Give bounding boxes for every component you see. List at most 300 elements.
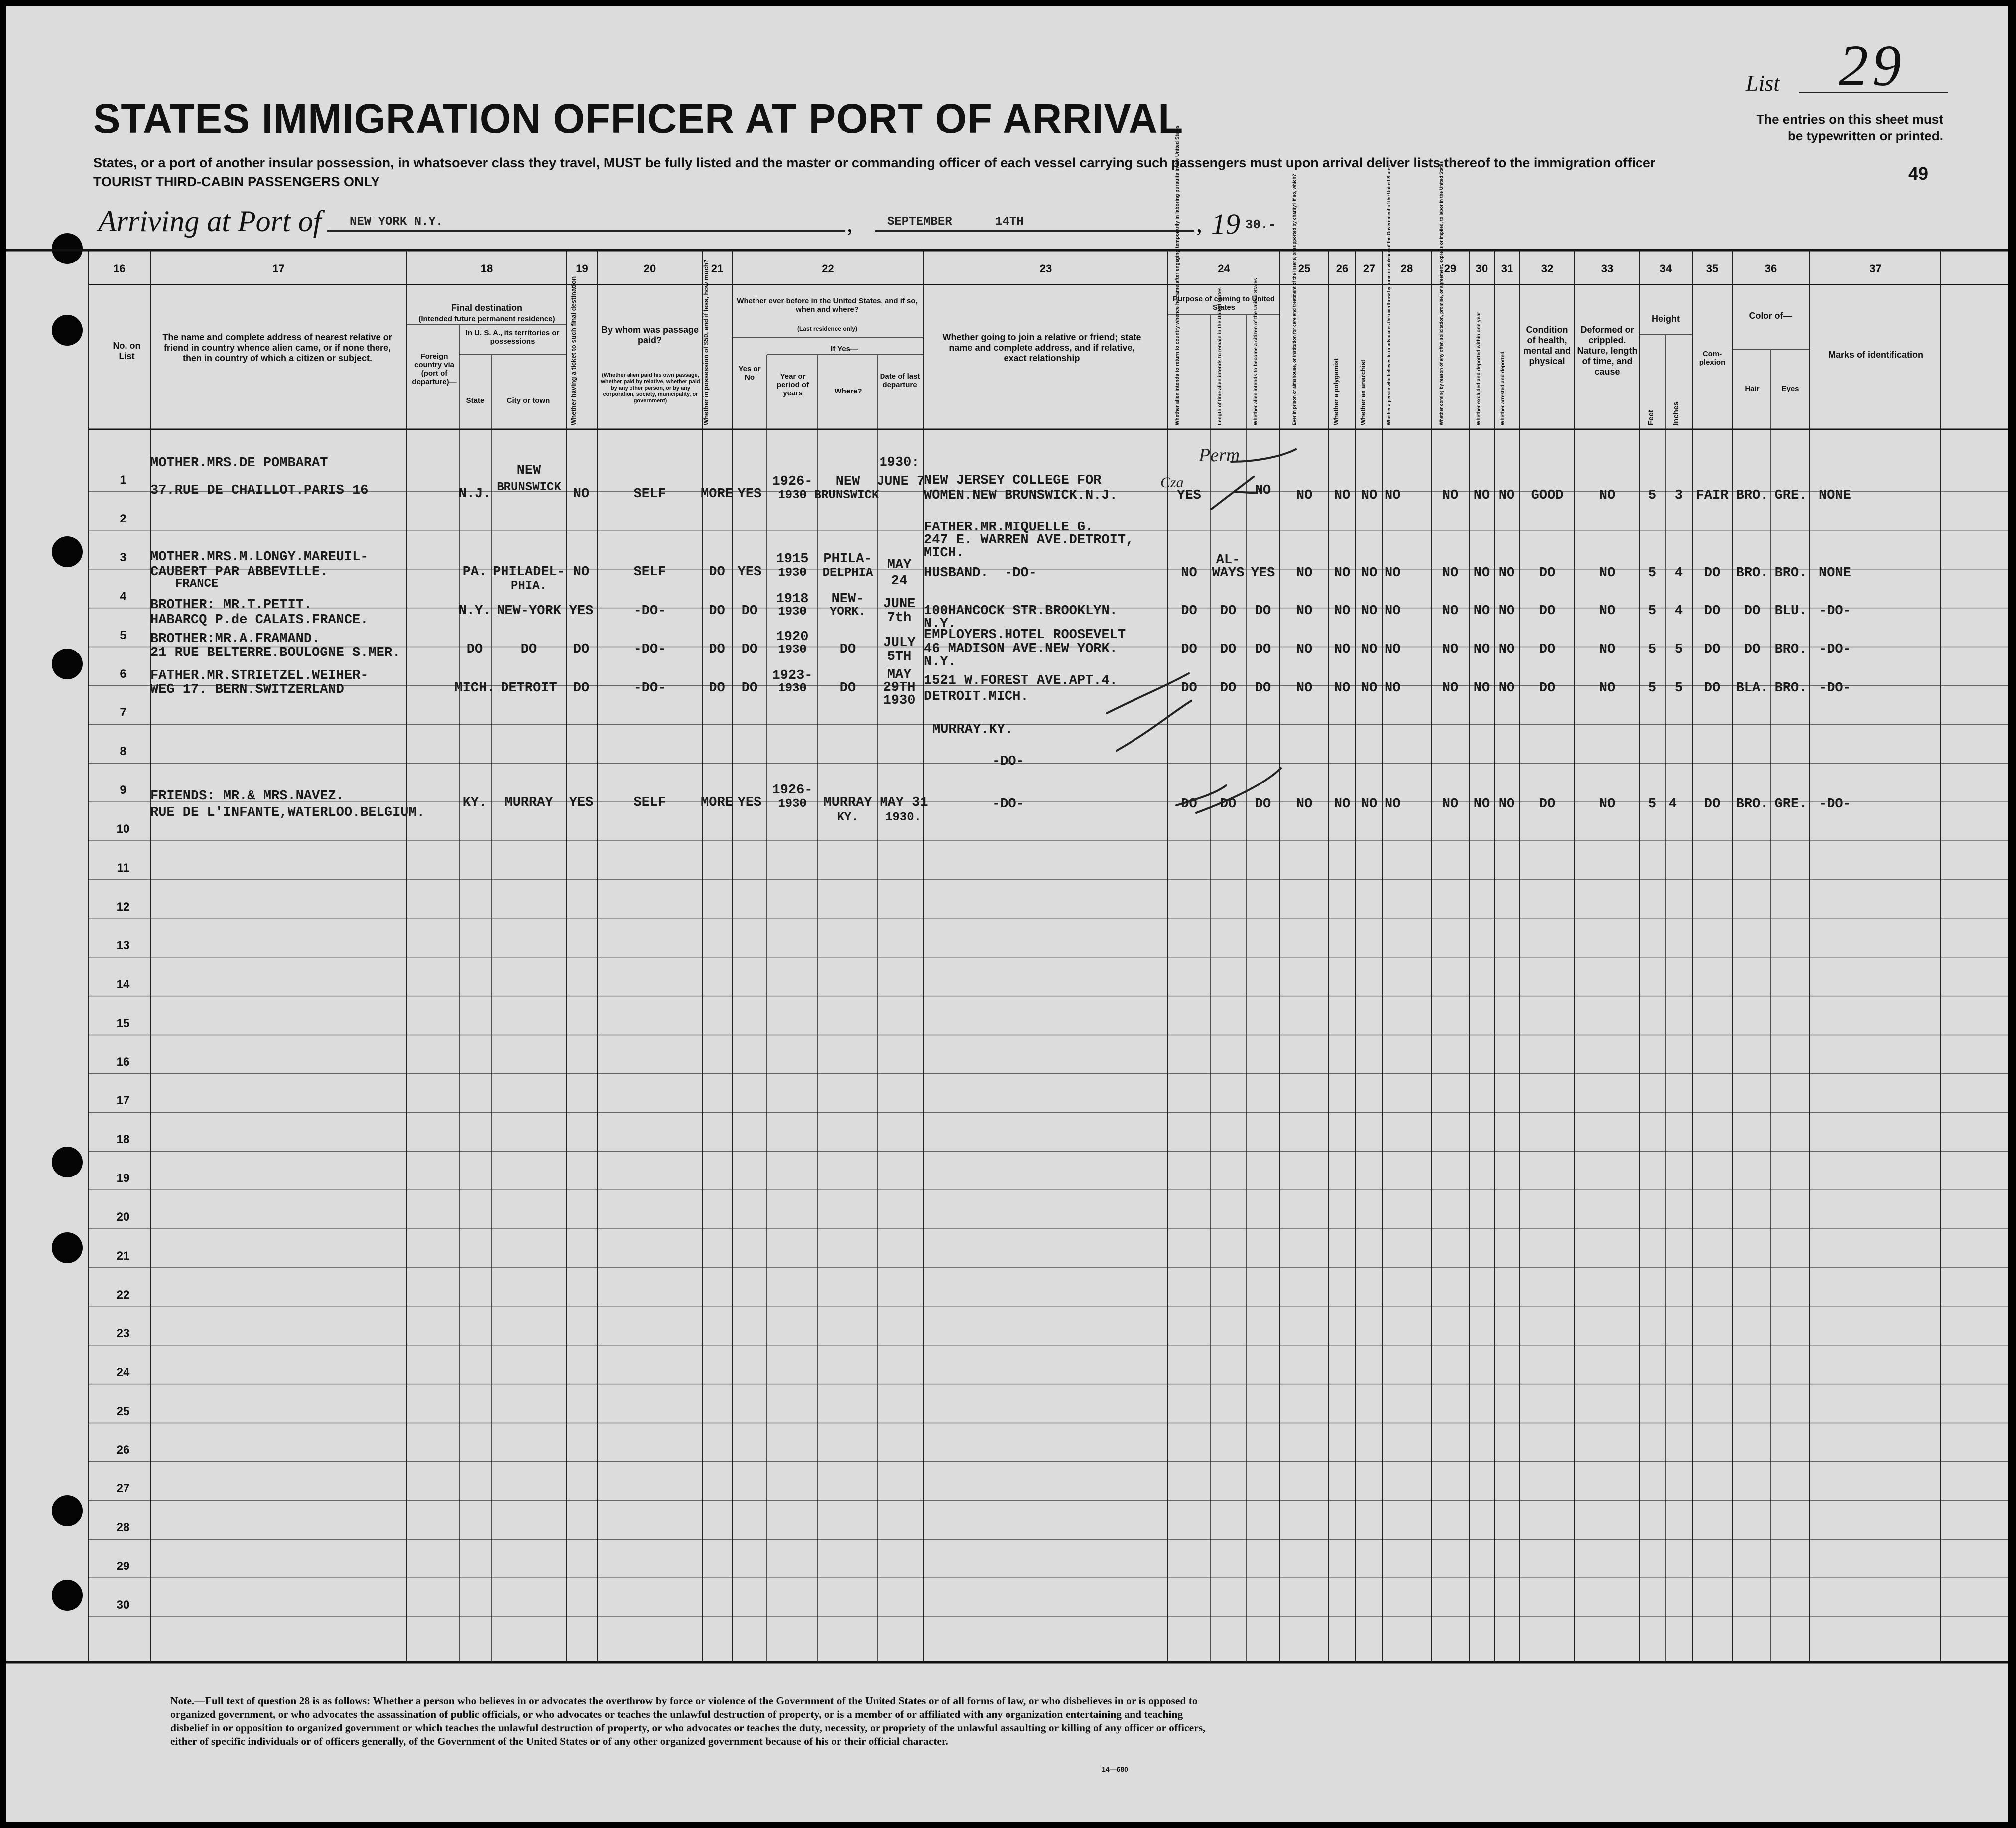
purpose-length: AL- — [1216, 553, 1241, 568]
q29: NO — [1442, 681, 1459, 696]
header-excluded: Whether excluded and deported within one year — [1476, 312, 1482, 425]
years: 1930 — [778, 682, 807, 695]
row-number: 18 — [116, 1133, 130, 1147]
q28: NO — [1385, 566, 1401, 581]
row-number: 28 — [116, 1521, 130, 1535]
complexion: DO — [1704, 604, 1721, 619]
years: 1930 — [778, 643, 807, 656]
header-labor-offer: Whether coming by reason of any offer, solicitation, promise, or agreement, express or implied, to labor in the United States — [1439, 161, 1444, 425]
header-state: State — [466, 396, 485, 405]
paid-by: SELF — [633, 487, 666, 502]
been-before: DO — [741, 604, 758, 619]
joining: FATHER.MR.MIQUELLE G. — [924, 520, 1094, 535]
joining: MICH. — [924, 546, 965, 561]
q31: NO — [1498, 566, 1515, 581]
list-number: 29 — [1839, 33, 1905, 98]
eyes: BRO. — [1774, 681, 1807, 696]
row-number: 22 — [116, 1288, 130, 1302]
last-departure: 5TH — [887, 650, 912, 664]
relative-address: FATHER.MR.STRIETZEL.WEIHER- — [150, 668, 369, 683]
last-departure: 24 — [891, 574, 908, 589]
handwritten-strokes — [6, 6, 2008, 1822]
header-passage-paid: By whom was passage paid? — [601, 325, 699, 345]
form-number: 14—680 — [1102, 1765, 1128, 1773]
eyes: GRE. — [1774, 797, 1807, 812]
column-number: 21 — [711, 262, 724, 275]
where: KY. — [837, 811, 859, 824]
marks: -DO- — [1819, 642, 1851, 657]
manifest-sheet — [6, 6, 2008, 1822]
relative-address: 21 RUE BELTERRE.BOULOGNE S.MER. — [150, 646, 401, 660]
where: DO — [839, 642, 856, 657]
relative-address: WEG 17. BERN.SWITZERLAND — [150, 682, 344, 697]
hair: DO — [1744, 604, 1761, 619]
relative-address: CAUBERT PAR ABBEVILLE. — [150, 565, 328, 580]
city: BRUNSWICK — [497, 481, 561, 494]
header-year: Year or period of years — [776, 372, 809, 397]
column-number: 34 — [1659, 262, 1672, 275]
row-number: 7 — [120, 706, 126, 720]
ticket: YES — [569, 604, 594, 619]
complexion: DO — [1704, 642, 1721, 657]
height-feet: 5 — [1648, 566, 1657, 581]
years: 1930 — [778, 489, 807, 502]
ticket: NO — [573, 487, 590, 502]
where: DELPHIA — [822, 566, 873, 580]
q31: NO — [1498, 797, 1515, 812]
q26: NO — [1334, 604, 1351, 619]
row-number: 25 — [116, 1404, 130, 1418]
row-number: 1 — [120, 473, 126, 487]
header-foreign-country: Foreign country via (port of departure)— — [412, 352, 457, 386]
joining: DETROIT.MICH. — [924, 689, 1029, 704]
q31: NO — [1498, 681, 1515, 696]
ticket: YES — [569, 795, 594, 810]
last-departure: MAY — [887, 667, 912, 682]
paid-by: SELF — [633, 795, 666, 810]
q31: NO — [1498, 488, 1515, 503]
eyes: BRO. — [1774, 566, 1807, 581]
column-number: 27 — [1363, 262, 1376, 275]
height-feet: 5 — [1648, 604, 1657, 619]
years: 1926- — [772, 474, 813, 489]
header-purpose-length: Length of time alien intends to remain in the United States — [1217, 287, 1223, 425]
joining: EMPLOYERS.HOTEL ROOSEVELT — [924, 628, 1126, 643]
q29: NO — [1442, 604, 1459, 619]
been-before: YES — [737, 795, 762, 810]
marks: NONE — [1819, 566, 1851, 581]
hair: DO — [1744, 642, 1761, 657]
last-departure: 1930: — [879, 455, 920, 470]
header-usa: In U. S. A., its territories or possessions — [465, 329, 560, 346]
height-inches: 4 — [1674, 566, 1683, 581]
years: 1926- — [772, 783, 813, 798]
header-q28: Whether a person who believes in or advocates the overthrow by force or violence of the Government of the United States — [1386, 165, 1391, 425]
joining: HUSBAND. -DO- — [924, 566, 1037, 581]
row-number: 2 — [120, 512, 126, 525]
header-height: Height — [1652, 314, 1680, 324]
deformed: NO — [1599, 566, 1616, 581]
q27: NO — [1361, 566, 1378, 581]
relative-address: MOTHER.MRS.DE POMBARAT — [150, 456, 328, 471]
date-value: SEPTEMBER 14TH — [887, 215, 1024, 229]
purpose-return: YES — [1177, 488, 1201, 503]
page-number: 49 — [1908, 163, 1929, 184]
row-number: 23 — [116, 1326, 130, 1340]
column-number: 26 — [1336, 262, 1349, 275]
header-ever-before-sub: (Last residence only) — [797, 325, 858, 332]
q27: NO — [1361, 797, 1378, 812]
q29: NO — [1442, 642, 1459, 657]
joining: NEW JERSEY COLLEGE FOR — [924, 473, 1102, 488]
years: 1930 — [778, 605, 807, 619]
q30: NO — [1473, 642, 1490, 657]
column-number: 23 — [1039, 262, 1052, 275]
purpose-length: DO — [1220, 681, 1237, 696]
relative-address: HABARCQ P.de CALAIS.FRANCE. — [150, 613, 369, 628]
port-value: NEW YORK N.Y. — [350, 215, 443, 229]
height-inches: 5 — [1674, 642, 1683, 657]
last-departure: 29TH — [883, 680, 916, 695]
q29: NO — [1442, 797, 1459, 812]
been-before: DO — [741, 681, 758, 696]
state: DO — [466, 642, 483, 657]
city: NEW — [516, 463, 541, 478]
complexion: DO — [1704, 797, 1721, 812]
where: PHILA- — [823, 552, 872, 567]
joining: N.Y. — [924, 654, 956, 669]
q30: NO — [1473, 604, 1490, 619]
header-final-destination: Final destination — [451, 303, 522, 313]
header-marks: Marks of identification — [1828, 350, 1924, 360]
column-number: 24 — [1218, 262, 1230, 275]
header-color-of: Color of— — [1749, 311, 1792, 321]
where: DO — [839, 681, 856, 696]
complexion: DO — [1704, 681, 1721, 696]
height-feet: 5 — [1648, 797, 1657, 812]
joining: 1521 W.FOREST AVE.APT.4. — [924, 673, 1118, 688]
purpose-citizen: NO — [1255, 483, 1271, 498]
where: BRUNSWICK — [814, 489, 879, 502]
year-prefix: 19 — [1211, 208, 1240, 240]
joining: 247 E. WARREN AVE.DETROIT, — [924, 533, 1134, 548]
q31: NO — [1498, 642, 1515, 657]
money: DO — [709, 604, 725, 619]
header-eyes: Eyes — [1781, 385, 1799, 393]
header-last-departure: Date of last departure — [880, 372, 920, 389]
q30: NO — [1473, 681, 1490, 696]
header-joining: Whether going to join a relative or friend; state name and complete address, and if relative, exact relationship — [942, 332, 1141, 363]
state: N.J. — [458, 487, 491, 502]
instruction-text: States, or a port of another insular possession, in whatsoever class they travel, MUST be fully listed and the master or commanding officer of each vessel carrying such passengers must upon arrival deliver lists thereof to the immigration officer — [93, 155, 1656, 170]
q29: NO — [1442, 566, 1459, 581]
height-inches: 4 — [1668, 797, 1677, 812]
eyes: GRE. — [1774, 488, 1807, 503]
header-deported: Whether arrested and deported — [1500, 351, 1506, 425]
q26: NO — [1334, 566, 1351, 581]
q28: NO — [1385, 604, 1401, 619]
column-number: 28 — [1400, 262, 1413, 275]
q25: NO — [1296, 797, 1313, 812]
header-purpose-citizen: Whether alien intends to become a citizen of the United States — [1253, 278, 1259, 425]
been-before: DO — [741, 642, 758, 657]
relative-address: BROTHER: MR.T.PETIT. — [150, 598, 312, 613]
purpose-return: DO — [1181, 642, 1197, 657]
q28: NO — [1385, 488, 1401, 503]
last-departure: JULY — [883, 636, 916, 651]
joining: -DO- — [992, 797, 1024, 812]
deformed: NO — [1599, 488, 1616, 503]
years: 1918 — [776, 592, 809, 607]
where: NEW- — [831, 592, 864, 607]
health: GOOD — [1531, 488, 1564, 503]
health: DO — [1539, 681, 1556, 696]
marks: -DO- — [1819, 681, 1851, 696]
row-number: 24 — [116, 1365, 130, 1379]
column-number: 32 — [1541, 262, 1554, 275]
header-deformed: Deformed or crippled. Nature, length of time, and cause — [1577, 325, 1638, 377]
last-departure: JUNE 7 — [877, 474, 925, 489]
state: N.Y. — [458, 604, 491, 619]
height-feet: 5 — [1648, 488, 1657, 503]
height-inches: 4 — [1674, 604, 1683, 619]
height-inches: 3 — [1674, 488, 1683, 503]
deformed: NO — [1599, 797, 1616, 812]
q25: NO — [1296, 681, 1313, 696]
last-departure: JUNE — [883, 597, 916, 612]
q25: NO — [1296, 566, 1313, 581]
header-anarchist: Whether an anarchist — [1359, 359, 1367, 425]
header-complexion: Com-plexion — [1699, 350, 1726, 367]
row-number: 20 — [116, 1210, 130, 1224]
state: MICH. — [454, 681, 495, 696]
last-departure: MAY 31 — [880, 795, 928, 810]
joining: 46 MADISON AVE.NEW YORK. — [924, 642, 1118, 656]
column-number: 33 — [1601, 262, 1614, 275]
page-title: STATES IMMIGRATION OFFICER AT PORT OF ARRIVAL — [93, 95, 1184, 142]
purpose-length: DO — [1220, 604, 1237, 619]
q30: NO — [1473, 797, 1490, 812]
column-number: 18 — [480, 262, 493, 275]
q25: NO — [1296, 604, 1313, 619]
header-feet: Feet — [1647, 410, 1655, 425]
state: PA. — [462, 565, 487, 580]
where: MURRAY — [823, 795, 872, 810]
header-purpose: Purpose of coming to United States — [1173, 295, 1275, 312]
purpose-length: DO — [1220, 642, 1237, 657]
row-number: 13 — [116, 938, 130, 952]
q26: NO — [1334, 681, 1351, 696]
q29: NO — [1442, 488, 1459, 503]
list-label: List — [1746, 70, 1780, 96]
complexion: FAIR — [1696, 488, 1729, 503]
deformed: NO — [1599, 642, 1616, 657]
city: NEW-YORK — [497, 604, 561, 619]
row-number: 10 — [116, 822, 130, 836]
last-departure: 1930 — [883, 693, 916, 708]
hair: BRO. — [1736, 566, 1768, 581]
row-number: 15 — [116, 1016, 130, 1030]
marks: -DO- — [1819, 797, 1851, 812]
q31: NO — [1498, 604, 1515, 619]
purpose-return: DO — [1181, 797, 1197, 812]
row-number: 3 — [120, 550, 126, 564]
purpose-length: DO — [1220, 797, 1237, 812]
column-number: 25 — [1298, 262, 1311, 275]
money: DO — [709, 681, 725, 696]
been-before: YES — [737, 565, 762, 580]
relative-address: 37.RUE DE CHAILLOT.PARIS 16 — [150, 483, 369, 498]
header-money: Whether in possession of $50, and if less, how much? — [702, 259, 710, 425]
where: YORK. — [829, 605, 866, 619]
column-number: 17 — [272, 262, 285, 275]
ticket: NO — [573, 565, 590, 580]
height-feet: 5 — [1648, 681, 1657, 696]
handwritten-note: Cza — [1160, 474, 1184, 491]
purpose-citizen: DO — [1255, 797, 1271, 812]
row-number: 27 — [116, 1482, 130, 1496]
paid-by: -DO- — [633, 681, 666, 696]
city: MURRAY — [504, 795, 553, 810]
entries-note-line: be typewritten or printed. — [1787, 129, 1943, 143]
row-number: 19 — [116, 1172, 130, 1185]
paid-by: SELF — [633, 565, 666, 580]
hair: BRO. — [1736, 488, 1768, 503]
q30: NO — [1473, 566, 1490, 581]
passenger-class-note: TOURIST THIRD-CABIN PASSENGERS ONLY — [93, 174, 380, 189]
header-yes-no: Yes or No — [738, 365, 761, 382]
row-number: 11 — [117, 861, 129, 875]
city: DO — [520, 642, 537, 657]
q30: NO — [1473, 488, 1490, 503]
purpose-return: NO — [1181, 566, 1197, 581]
money: MORE — [701, 795, 733, 810]
marks: NONE — [1819, 488, 1851, 503]
q26: NO — [1334, 797, 1351, 812]
entries-note-line: The entries on this sheet must — [1756, 112, 1943, 127]
q25: NO — [1296, 642, 1313, 657]
last-departure: 1930. — [885, 811, 921, 824]
years: 1920 — [776, 630, 809, 645]
comma: , — [847, 211, 853, 237]
purpose-return: DO — [1181, 681, 1197, 696]
height-inches: 5 — [1674, 681, 1683, 696]
ticket: DO — [573, 642, 590, 657]
q26: NO — [1334, 642, 1351, 657]
column-number: 16 — [113, 262, 126, 275]
marks: -DO- — [1819, 604, 1851, 619]
complexion: DO — [1704, 566, 1721, 581]
been-before: YES — [737, 487, 762, 502]
q28: NO — [1385, 642, 1401, 657]
year-suffix: 30.- — [1245, 217, 1276, 232]
relative-address: FRANCE — [175, 577, 219, 591]
header-prison: Ever in prison or almshouse, or institution for care and treatment of the insane, or supported by charity? If so, which? — [1292, 174, 1297, 425]
header-final-destination-sub: (Intended future permanent residence) — [418, 315, 555, 323]
joining: N.Y. — [924, 617, 956, 632]
row-number: 14 — [116, 977, 130, 991]
header-relative-address: The name and complete address of nearest relative or friend in country whence alien came, or if none there, then in country of which a citizen or subject. — [162, 332, 392, 363]
last-departure: 7th — [887, 611, 912, 626]
header-hair: Hair — [1745, 385, 1760, 393]
header-passage-paid-sub: (Whether alien paid his own passage, whether paid by relative, whether paid by any other person, or by any corporation, society, municipality, or government) — [601, 372, 700, 404]
row-number: 6 — [120, 667, 126, 681]
hair: BRO. — [1736, 797, 1768, 812]
relative-address: BROTHER:MR.A.FRAMAND. — [150, 632, 320, 647]
purpose-citizen: DO — [1255, 642, 1271, 657]
header-health: Condition of health, mental and physical — [1523, 325, 1571, 366]
column-number: 20 — [643, 262, 656, 275]
relative-address: MOTHER.MRS.M.LONGY.MAREUIL- — [150, 550, 369, 565]
column-number: 31 — [1501, 262, 1513, 275]
q27: NO — [1361, 488, 1378, 503]
joining: -DO- — [992, 754, 1024, 769]
footnote-q28: Note.—Full text of question 28 is as follows: Whether a person who believes in or advocates the overthrow by force or violence of the Government of the United States or of all forms of law, or who disbelieves in or is opposed to organized government, or who advocates the assassination of public officials, or who advocates or teaches the unlawful destruction of property, or is a member of or affiliated with any organization entertaining and teaching disbelief in or opposition to organized government or which teaches the unlawful destruction of property, or who advocates or teaches the duty, necessity, or propriety of the unlawful assaulting or killing of any officer or officers, either of specific individuals or of officers generally, of the Government of the United States or of any other organized government because of his or their official character. — [170, 1695, 1206, 1747]
purpose-citizen: YES — [1251, 566, 1275, 581]
header-ticket: Whether having a ticket to such final destination — [570, 276, 577, 425]
relative-address: FRIENDS: MR.& MRS.NAVEZ. — [150, 789, 344, 804]
q28: NO — [1385, 797, 1401, 812]
where: NEW — [835, 474, 860, 489]
q27: NO — [1361, 642, 1378, 657]
money: DO — [709, 642, 725, 657]
comma: , — [1196, 211, 1202, 237]
row-number: 8 — [120, 745, 126, 759]
row-number: 12 — [116, 900, 130, 914]
column-number: 37 — [1869, 262, 1882, 275]
years: 1930 — [778, 797, 807, 811]
ticket: DO — [573, 681, 590, 696]
column-number: 36 — [1764, 262, 1777, 275]
years: 1930 — [778, 566, 807, 580]
eyes: BRO. — [1774, 642, 1807, 657]
column-number: 19 — [576, 262, 588, 275]
purpose-citizen: DO — [1255, 681, 1271, 696]
state: KY. — [462, 795, 487, 810]
handwritten-note: Perm — [1199, 445, 1240, 466]
row-number: 21 — [116, 1249, 130, 1263]
column-number: 30 — [1475, 262, 1488, 275]
purpose-length: WAYS — [1212, 566, 1245, 581]
header-no-on-list: No. on List — [113, 341, 141, 361]
row-number: 17 — [116, 1094, 130, 1108]
city: DETROIT — [501, 681, 557, 696]
header-purpose-return: Whether alien intends to return to country whence he came after engaging temporarily in laboring pursuits in the United States — [1175, 125, 1180, 425]
q27: NO — [1361, 604, 1378, 619]
health: DO — [1539, 566, 1556, 581]
row-number: 9 — [120, 783, 126, 797]
joining: MURRAY.KY. — [932, 722, 1013, 737]
city: PHIA. — [510, 579, 547, 593]
paid-by: -DO- — [633, 604, 666, 619]
q25: NO — [1296, 488, 1313, 503]
row-number: 30 — [116, 1598, 130, 1612]
q26: NO — [1334, 488, 1351, 503]
row-number: 29 — [116, 1560, 130, 1573]
hair: BLA. — [1736, 681, 1768, 696]
header-inches: Inches — [1672, 401, 1680, 425]
column-number: 29 — [1444, 262, 1457, 275]
health: DO — [1539, 642, 1556, 657]
paid-by: -DO- — [633, 642, 666, 657]
city: PHILADEL- — [493, 565, 565, 580]
last-departure: MAY — [887, 558, 912, 573]
joining: WOMEN.NEW BRUNSWICK.N.J. — [924, 488, 1118, 503]
row-number: 26 — [116, 1443, 130, 1457]
row-number: 4 — [120, 589, 126, 603]
row-number: 16 — [116, 1055, 130, 1069]
money: MORE — [701, 487, 733, 502]
